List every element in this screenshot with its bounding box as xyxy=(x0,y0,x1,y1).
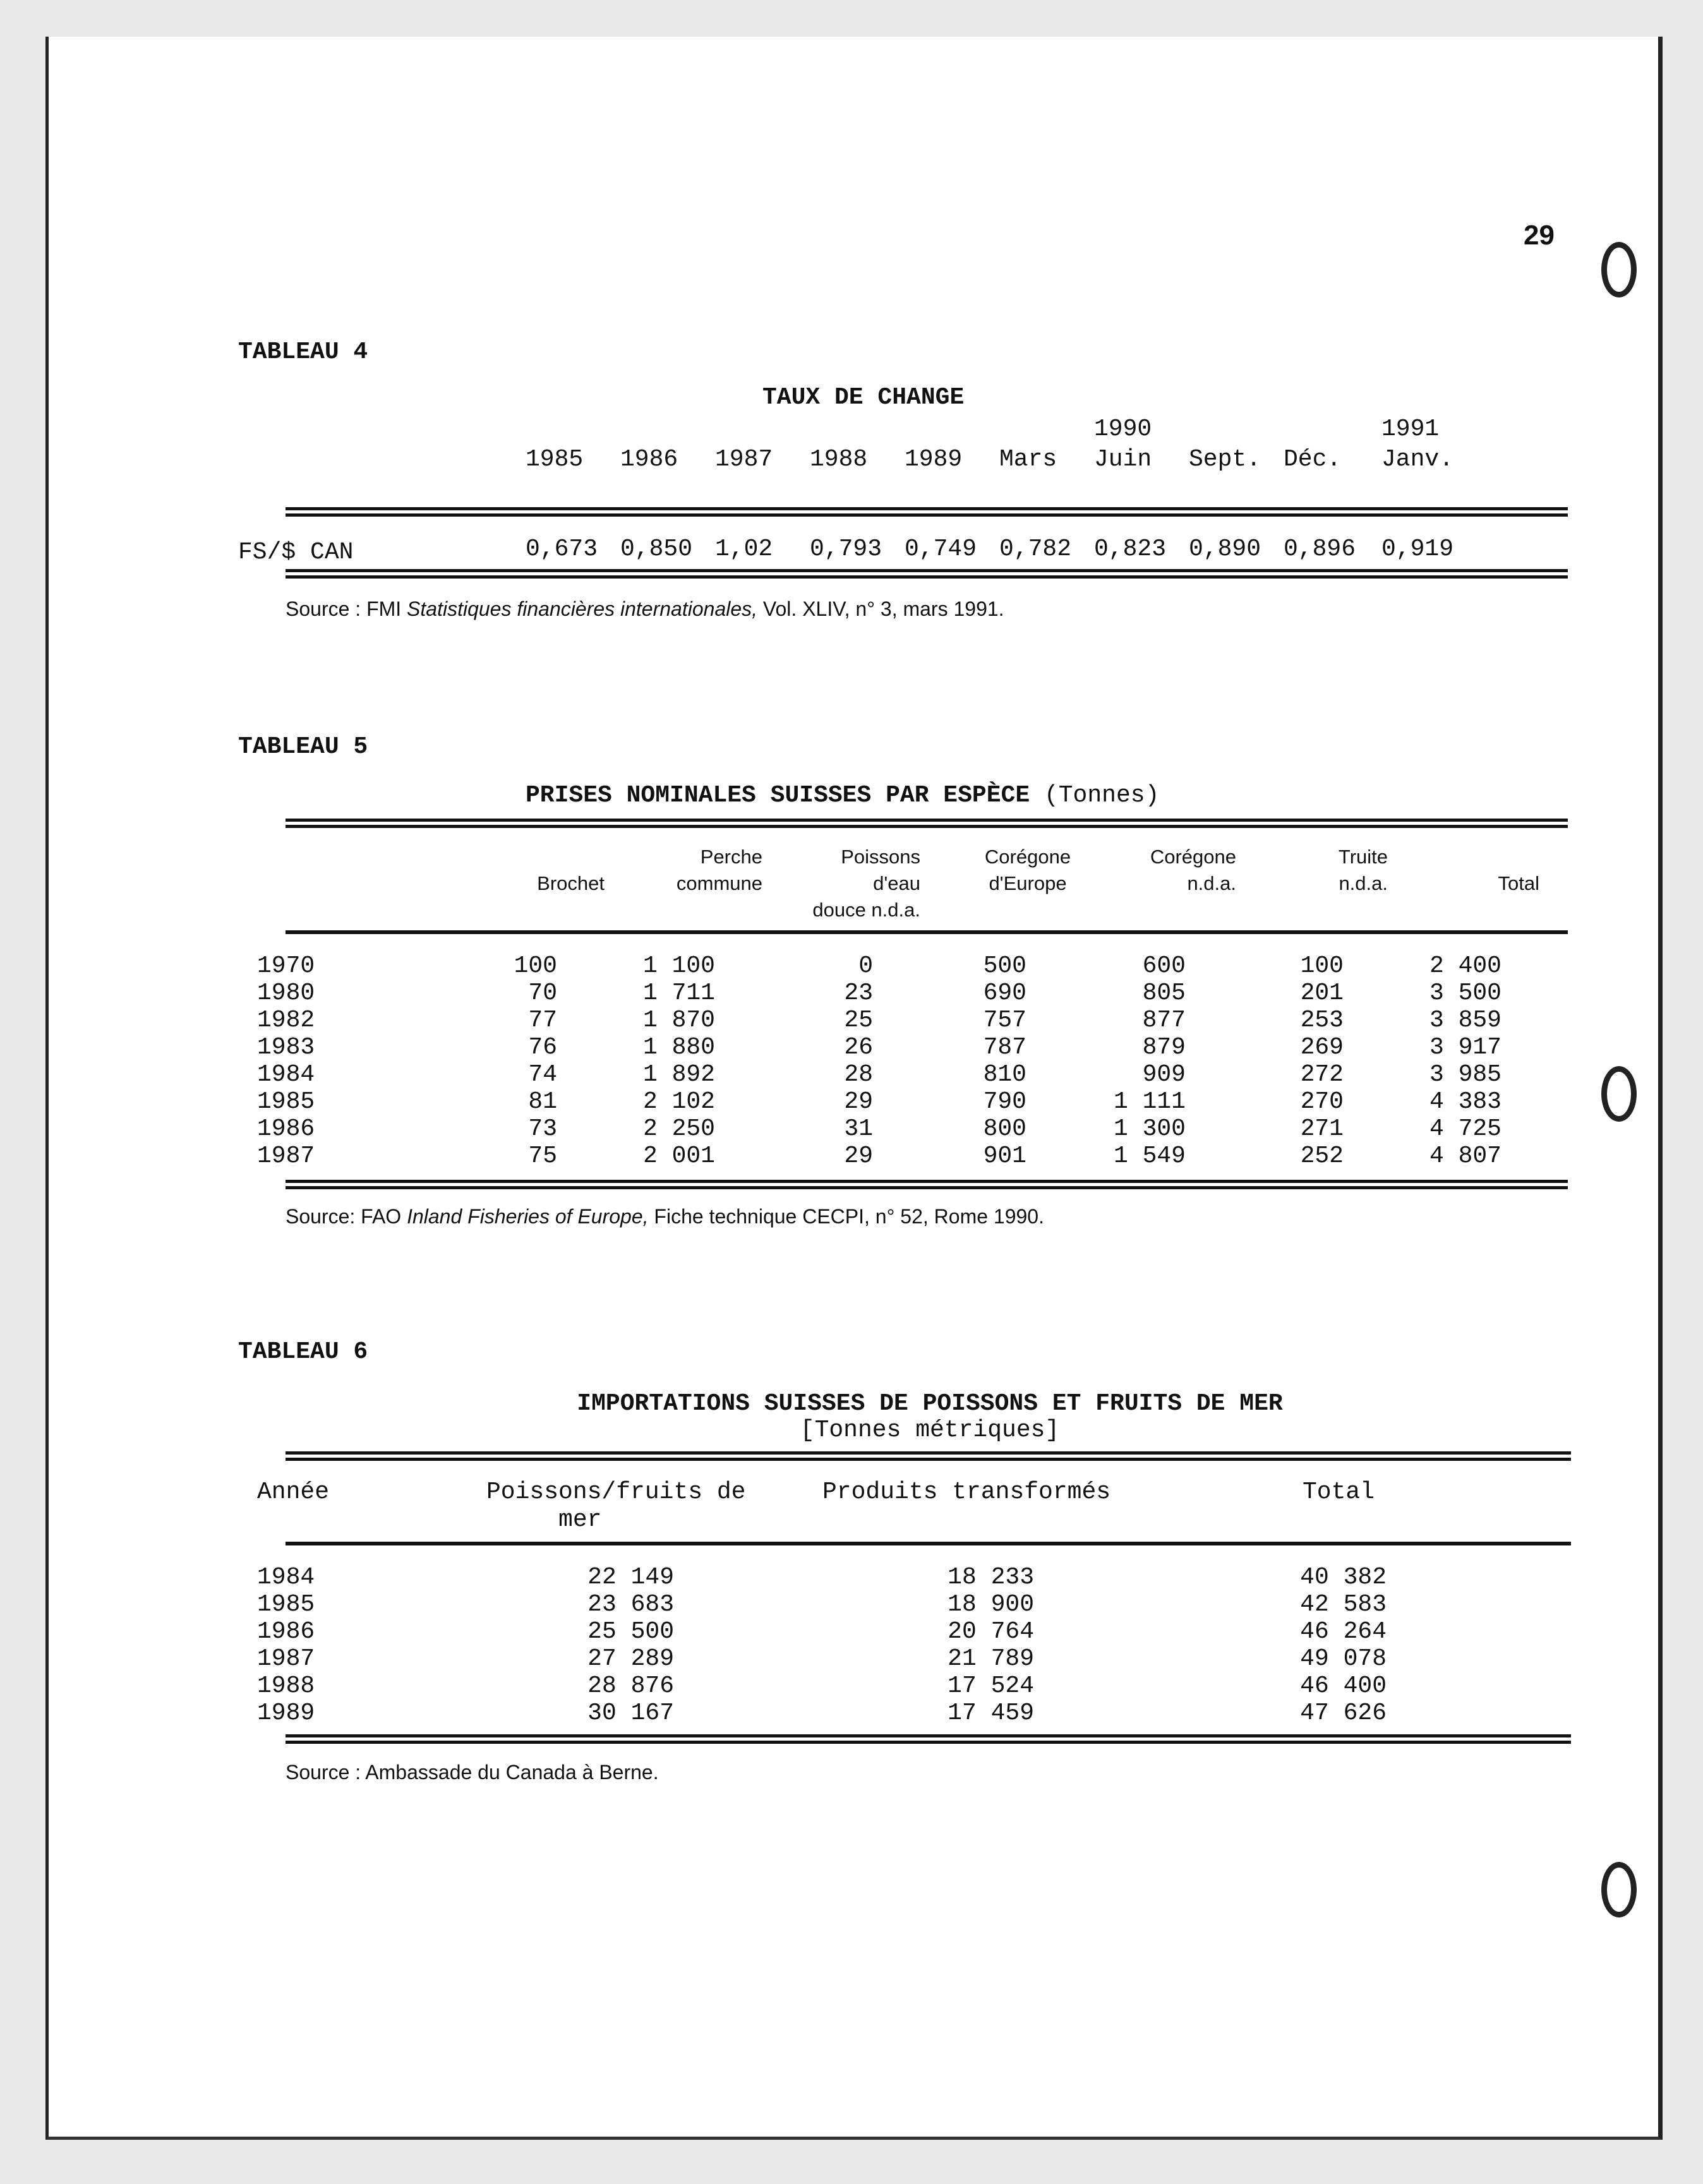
tableau5-value-cell: 201 xyxy=(1300,980,1344,1007)
tableau5-value-cell: 1 870 xyxy=(642,1007,715,1034)
tableau5-value-cell: 690 xyxy=(983,980,1026,1007)
tableau4-value: 0,782 xyxy=(999,536,1072,563)
tableau6-value-cell: 30 167 xyxy=(587,1700,674,1727)
tableau4-col-header: 1987 xyxy=(715,446,773,473)
tableau5-value-cell: 500 xyxy=(983,952,1026,980)
tableau4-rule-top xyxy=(286,507,1568,517)
tableau5-value-cell: 77 xyxy=(528,1007,557,1034)
tableau5-year-cell: 1984 xyxy=(257,1061,315,1088)
tableau4-value: 0,850 xyxy=(620,536,693,563)
tableau5-rule-top xyxy=(286,819,1568,828)
tableau6-year-cell: 1987 xyxy=(257,1645,315,1672)
tableau6-value-cell: 21 789 xyxy=(948,1645,1034,1672)
tableau4-col-header: Mars xyxy=(999,446,1057,473)
tableau4-value: 0,919 xyxy=(1381,536,1454,563)
tableau5-year-cell: 1985 xyxy=(257,1088,315,1115)
tableau5-value-cell: 3 859 xyxy=(1429,1007,1501,1034)
tableau4-value: 0,896 xyxy=(1284,536,1356,563)
tableau6-value-cell: 18 233 xyxy=(948,1564,1034,1591)
tableau5-year-cell: 1987 xyxy=(257,1143,315,1170)
tableau5-value-cell: 2 250 xyxy=(642,1115,715,1143)
tableau5-header: Brochet xyxy=(537,872,605,894)
tableau5-value-cell: 787 xyxy=(983,1034,1026,1061)
page-number: 29 xyxy=(1524,220,1555,251)
tableau5-value-cell: 269 xyxy=(1300,1034,1344,1061)
tableau5-value-cell: 31 xyxy=(844,1115,873,1143)
tableau5-value-cell: 790 xyxy=(983,1088,1026,1115)
tableau5-header: Perche commune xyxy=(676,846,762,894)
document-page xyxy=(45,37,1663,2140)
tableau6-title-line2: [Tonnes métriques] xyxy=(800,1417,1060,1444)
tableau4-title: TAUX DE CHANGE xyxy=(762,384,965,411)
tableau5-value-cell: 100 xyxy=(514,952,557,980)
tableau4-value: 0,823 xyxy=(1094,536,1167,563)
tableau5-value-cell: 271 xyxy=(1300,1115,1344,1143)
tableau5-year-cell: 1986 xyxy=(257,1115,315,1143)
tableau6-header: Poissons/fruits de mer xyxy=(486,1479,746,1533)
tableau5-header: Poissons d'eau douce n.d.a. xyxy=(812,846,920,921)
tableau6-value-cell: 20 764 xyxy=(948,1618,1034,1645)
tableau6-header: Année xyxy=(257,1479,330,1506)
tableau5-value-cell: 70 xyxy=(528,980,557,1007)
tableau6-year-cell: 1985 xyxy=(257,1591,315,1618)
tableau6-year-cell: 1986 xyxy=(257,1618,315,1645)
tableau5-value-cell: 270 xyxy=(1300,1088,1344,1115)
tableau4-rule-bottom xyxy=(286,569,1568,579)
tableau4-col-header: Juin xyxy=(1094,446,1152,473)
tableau6-rule-top xyxy=(286,1451,1571,1461)
tableau6-year-cell: 1984 xyxy=(257,1564,315,1591)
tableau4-value: 1,02 xyxy=(715,536,773,563)
tableau5-value-cell: 909 xyxy=(1142,1061,1186,1088)
tableau5-label: TABLEAU 5 xyxy=(238,733,368,760)
tableau6-title-line1: IMPORTATIONS SUISSES DE POISSONS ET FRUITS DE MER xyxy=(577,1390,1283,1417)
tableau6-value-cell: 47 626 xyxy=(1300,1700,1387,1727)
tableau6-value-cell: 27 289 xyxy=(587,1645,674,1672)
tableau5-value-cell: 0 xyxy=(858,952,873,980)
tableau5-value-cell: 2 102 xyxy=(642,1088,715,1115)
tableau5-value-cell: 81 xyxy=(528,1088,557,1115)
tableau5-header: Truite n.d.a. xyxy=(1338,846,1388,894)
tableau5-value-cell: 600 xyxy=(1142,952,1186,980)
tableau5-value-cell: 1 549 xyxy=(1113,1143,1186,1170)
binder-hole-bottom xyxy=(1601,1862,1637,1917)
tableau5-value-cell: 2 001 xyxy=(642,1143,715,1170)
tableau5-year-cell: 1970 xyxy=(257,952,315,980)
tableau4-label: TABLEAU 4 xyxy=(238,339,368,366)
tableau5-value-cell: 800 xyxy=(983,1115,1026,1143)
tableau4-year-group-1990: 1990 xyxy=(1094,416,1152,443)
tableau5-value-cell: 29 xyxy=(844,1143,873,1170)
tableau5-value-cell: 272 xyxy=(1300,1061,1344,1088)
tableau5-value-cell: 25 xyxy=(844,1007,873,1034)
tableau6-header: Produits transformés xyxy=(822,1479,1111,1506)
tableau6-value-cell: 46 264 xyxy=(1300,1618,1387,1645)
tableau5-value-cell: 879 xyxy=(1142,1034,1186,1061)
tableau5-value-cell: 4 383 xyxy=(1429,1088,1501,1115)
tableau6-value-cell: 23 683 xyxy=(587,1591,674,1618)
tableau5-value-cell: 877 xyxy=(1142,1007,1186,1034)
tableau5-value-cell: 4 725 xyxy=(1429,1115,1501,1143)
tableau6-label: TABLEAU 6 xyxy=(238,1338,368,1365)
tableau5-value-cell: 805 xyxy=(1142,980,1186,1007)
tableau6-rule-bottom xyxy=(286,1734,1571,1744)
tableau5-header: Total xyxy=(1498,872,1539,894)
tableau5-value-cell: 901 xyxy=(983,1143,1026,1170)
tableau5-value-cell: 1 100 xyxy=(642,952,715,980)
tableau6-value-cell: 17 524 xyxy=(948,1672,1034,1700)
tableau6-value-cell: 42 583 xyxy=(1300,1591,1387,1618)
binder-hole-top xyxy=(1601,242,1637,297)
tableau5-value-cell: 26 xyxy=(844,1034,873,1061)
tableau6-header-rule xyxy=(286,1542,1571,1545)
tableau6-value-cell: 25 500 xyxy=(587,1618,674,1645)
tableau4-col-header: 1988 xyxy=(810,446,868,473)
tableau5-value-cell: 28 xyxy=(844,1061,873,1088)
tableau5-value-cell: 1 711 xyxy=(642,980,715,1007)
tableau5-year-cell: 1983 xyxy=(257,1034,315,1061)
tableau5-value-cell: 252 xyxy=(1300,1143,1344,1170)
tableau6-year-cell: 1988 xyxy=(257,1672,315,1700)
tableau4-col-header: Déc. xyxy=(1284,446,1342,473)
tableau6-year-cell: 1989 xyxy=(257,1700,315,1727)
tableau5-year-cell: 1982 xyxy=(257,1007,315,1034)
binder-hole-middle xyxy=(1601,1066,1637,1122)
tableau5-header-rule xyxy=(286,930,1568,934)
tableau4-year-group-1991: 1991 xyxy=(1381,416,1440,443)
tableau5-value-cell: 29 xyxy=(844,1088,873,1115)
tableau5-value-cell: 3 500 xyxy=(1429,980,1501,1007)
tableau5-value-cell: 4 807 xyxy=(1429,1143,1501,1170)
tableau4-col-header: 1986 xyxy=(620,446,678,473)
tableau6-value-cell: 40 382 xyxy=(1300,1564,1387,1591)
tableau5-value-cell: 3 917 xyxy=(1429,1034,1501,1061)
tableau4-col-header: Sept. xyxy=(1189,446,1261,473)
tableau5-value-cell: 757 xyxy=(983,1007,1026,1034)
tableau4-value: 0,890 xyxy=(1189,536,1261,563)
tableau6-header: Total xyxy=(1303,1479,1375,1506)
tableau4-col-header: 1985 xyxy=(526,446,584,473)
tableau6-value-cell: 28 876 xyxy=(587,1672,674,1700)
tableau4-row-label: FS/$ CAN xyxy=(238,539,354,566)
tableau5-value-cell: 1 880 xyxy=(642,1034,715,1061)
tableau5-value-cell: 76 xyxy=(528,1034,557,1061)
tableau5-header: Corégone d'Europe xyxy=(984,846,1071,894)
tableau5-rule-bottom xyxy=(286,1180,1568,1189)
tableau5-value-cell: 810 xyxy=(983,1061,1026,1088)
tableau5-year-cell: 1980 xyxy=(257,980,315,1007)
tableau5-value-cell: 75 xyxy=(528,1143,557,1170)
tableau5-source: Source: FAO Inland Fisheries of Europe, Fiche technique CECPI, n° 52, Rome 1990. xyxy=(286,1205,1044,1228)
tableau5-value-cell: 100 xyxy=(1300,952,1344,980)
tableau6-value-cell: 18 900 xyxy=(948,1591,1034,1618)
tableau5-value-cell: 3 985 xyxy=(1429,1061,1501,1088)
tableau5-value-cell: 2 400 xyxy=(1429,952,1501,980)
tableau5-value-cell: 74 xyxy=(528,1061,557,1088)
tableau5-value-cell: 73 xyxy=(528,1115,557,1143)
tableau4-source: Source : FMI Statistiques financières internationales, Vol. XLIV, n° 3, mars 1991. xyxy=(286,597,1004,620)
tableau5-value-cell: 1 892 xyxy=(642,1061,715,1088)
tableau5-value-cell: 1 111 xyxy=(1113,1088,1186,1115)
tableau5-header: Corégone n.d.a. xyxy=(1150,846,1236,894)
tableau6-value-cell: 17 459 xyxy=(948,1700,1034,1727)
tableau5-title: PRISES NOMINALES SUISSES PAR ESPÈCE (Tonnes) xyxy=(526,782,1160,809)
tableau4-col-header: Janv. xyxy=(1381,446,1454,473)
tableau6-value-cell: 49 078 xyxy=(1300,1645,1387,1672)
tableau6-value-cell: 46 400 xyxy=(1300,1672,1387,1700)
tableau6-source: Source : Ambassade du Canada à Berne. xyxy=(286,1761,659,1784)
tableau4-value: 0,793 xyxy=(810,536,882,563)
tableau4-value: 0,673 xyxy=(526,536,598,563)
tableau5-value-cell: 253 xyxy=(1300,1007,1344,1034)
tableau4-col-header: 1989 xyxy=(905,446,963,473)
tableau5-value-cell: 23 xyxy=(844,980,873,1007)
tableau6-value-cell: 22 149 xyxy=(587,1564,674,1591)
tableau5-value-cell: 1 300 xyxy=(1113,1115,1186,1143)
tableau4-value: 0,749 xyxy=(905,536,977,563)
